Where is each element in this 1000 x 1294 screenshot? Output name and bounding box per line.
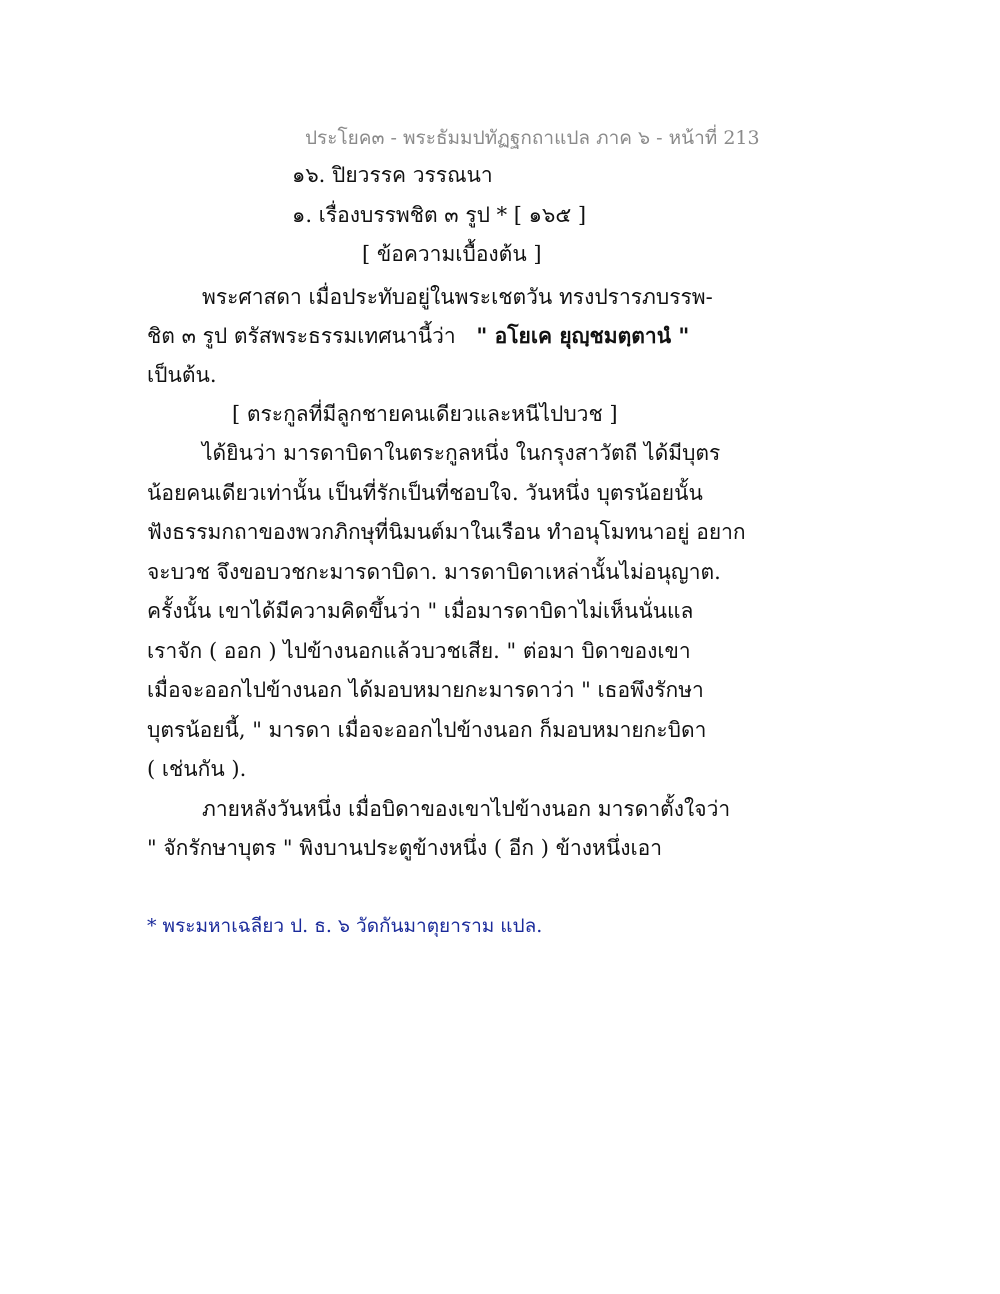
body-line-2: น้อยคนเดียวเท่านั้น เป็นที่รักเป็นที่ชอบใจ. วันหนึ่ง บุตรน้อยนั้น [147, 481, 703, 505]
section-heading-intro: [ ข้อความเบื้องต้น ] [362, 242, 542, 266]
intro-line-2 [147, 322, 689, 350]
section-heading-family: [ ตระกูลที่มีลูกชายคนเดียวและหนีไปบวช ] [232, 402, 618, 426]
body-line-8: บุตรน้อยนี้, " มารดา เมื่อจะออกไปข้างนอก ก็มอบหมายกะบิดา [147, 718, 707, 742]
body-line-1: ได้ยินว่า มารดาบิดาในตระกูลหนึ่ง ในกรุงสาวัตถี ได้มีบุตร [202, 441, 721, 465]
body-line-5: ครั้งนั้น เขาได้มีความคิดขึ้นว่า " เมื่อมารดาบิดาไม่เห็นนั่นแล [147, 599, 694, 623]
intro-line-2-text: ชิต ๓ รูป ตรัสพระธรรมเทศนานี้ว่า [147, 324, 456, 348]
body-line-4: จะบวช จึงขอบวชกะมารดาบิดา. มารดาบิดาเหล่านั้นไม่อนุญาต. [147, 560, 721, 584]
body-line-6: เราจัก ( ออก ) ไปข้างนอกแล้วบวชเสีย. " ต่อมา บิดาของเขา [147, 639, 691, 663]
body-line-9: ( เช่นกัน ). [147, 757, 247, 781]
intro-line-1: พระศาสดา เมื่อประทับอยู่ในพระเชตวัน ทรงปรารภบรรพ- [202, 285, 713, 309]
footnote: * พระมหาเฉลียว ป. ธ. ๖ วัดกันมาตุยาราม แปล. [147, 915, 543, 937]
body-line-10: ภายหลังวันหนึ่ง เมื่อบิดาของเขาไปข้างนอก มารดาตั้งใจว่า [202, 797, 731, 821]
story-title: ๑. เรื่องบรรพชิต ๓ รูป * [ ๑๖๕ ] [292, 203, 587, 227]
chapter-title: ๑๖. ปิยวรรค วรรณนา [292, 163, 493, 187]
body-line-11: " จักรักษาบุตร " พิงบานประตูข้างหนึ่ง ( อีก ) ข้างหนึ่งเอา [147, 836, 663, 860]
body-line-7: เมื่อจะออกไปข้างนอก ได้มอบหมายกะมารดาว่า " เธอพึงรักษา [147, 678, 704, 702]
page-header: ประโยค๓ - พระธัมมปทัฏฐกถาแปล ภาค ๖ - หน้าที่ 213 [305, 127, 760, 149]
intro-line-3: เป็นต้น. [147, 363, 217, 387]
pali-verse-quote: " อโยเค ยุญฺชมตฺตานํ " [476, 323, 690, 348]
body-line-3: ฟังธรรมกถาของพวกภิกษุที่นิมนต์มาในเรือน ทำอนุโมทนาอยู่ อยาก [147, 520, 746, 544]
